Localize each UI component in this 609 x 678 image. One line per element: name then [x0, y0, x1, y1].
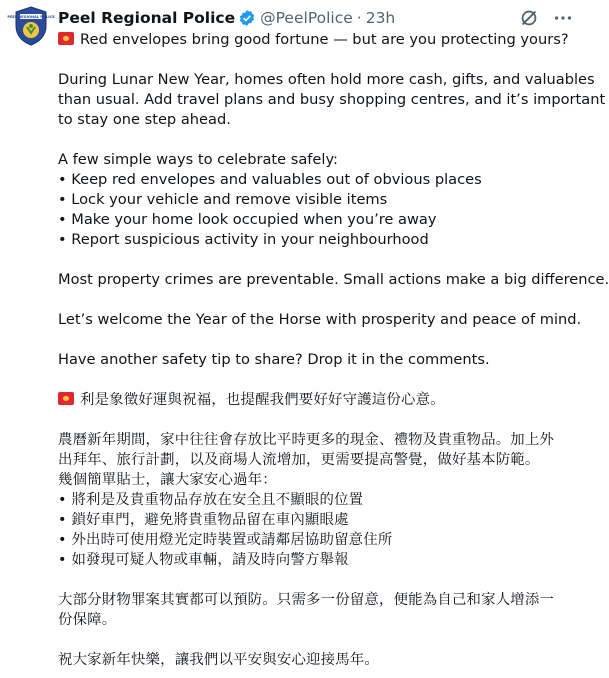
text-line: to stay one step ahead. — [58, 111, 231, 128]
list-item: • Keep red envelopes and valuables out of obvious places — [58, 171, 482, 188]
text-line: 幾個簡單貼士，讓大家安心過年： — [58, 472, 277, 488]
text-line: 份保障。 — [58, 612, 117, 628]
text-line: than usual. Add travel plans and busy shopping centres, and it’s important — [58, 91, 606, 108]
badge-text: PEEL REGIONAL POLICE — [7, 15, 55, 20]
text-line: 農曆新年期間，家中往往會存放比平時更多的現金、禮物及貴重物品。加上外 — [58, 432, 555, 448]
tweet-text — [58, 30, 609, 670]
text-line: 大部分財物罪案其實都可以預防。只需多一份留意，便能為自己和家人增添一 — [58, 592, 555, 608]
tweet-header — [58, 6, 574, 30]
author-name[interactable]: Peel Regional Police — [58, 9, 236, 27]
list-item: • 將利是及貴重物品存放在安全且不顯眼的位置 — [58, 492, 364, 508]
author-handle[interactable]: @PeelPolice — [260, 9, 353, 27]
red-envelope-icon — [58, 392, 74, 405]
text-line — [58, 30, 578, 50]
police-badge-icon — [7, 6, 55, 46]
list-item: • Lock your vehicle and remove visible items — [58, 191, 388, 208]
more-options-icon[interactable] — [552, 7, 574, 29]
text-line: Have another safety tip to share? Drop it in the comments. — [58, 351, 490, 368]
list-item: • 如發現可疑人物或車輛，請及時向警方舉報 — [58, 552, 349, 568]
grok-icon[interactable] — [518, 7, 540, 29]
text-line: Most property crimes are preventable. Small actions make a big difference. — [58, 271, 609, 288]
text-line: 出拜年、旅行計劃，以及商場人流增加，更需要提高警覺，做好基本防範。 — [58, 452, 540, 468]
list-item: • Report suspicious activity in your neighbourhood — [58, 231, 429, 248]
text-line: 祝大家新年快樂，讓我們以平安與安心迎接馬年。 — [58, 652, 379, 668]
text-line — [58, 390, 578, 410]
avatar[interactable] — [7, 6, 55, 46]
verified-badge-icon — [238, 9, 256, 27]
text-intro-zh: 利是象徵好運與祝福，也提醒我們要好好守護這份心意。 — [80, 392, 445, 408]
red-envelope-icon — [58, 32, 74, 45]
list-item: • 鎖好車門，避免將貴重物品留在車內顯眼處 — [58, 512, 349, 528]
text-line: A few simple ways to celebrate safely: — [58, 151, 338, 168]
text-line: During Lunar New Year, homes often hold more cash, gifts, and valuables — [58, 71, 595, 88]
post-time[interactable]: 23h — [365, 9, 396, 27]
header-actions — [506, 7, 574, 29]
text-line: Let’s welcome the Year of the Horse with prosperity and peace of mind. — [58, 311, 582, 328]
list-item: • 外出時可使用燈光定時裝置或請鄰居協助留意住所 — [58, 532, 393, 548]
separator-dot: · — [356, 9, 362, 27]
list-item: • Make your home look occupied when you’re away — [58, 211, 437, 228]
text-intro: Red envelopes bring good fortune — but are you protecting yours? — [80, 31, 569, 48]
